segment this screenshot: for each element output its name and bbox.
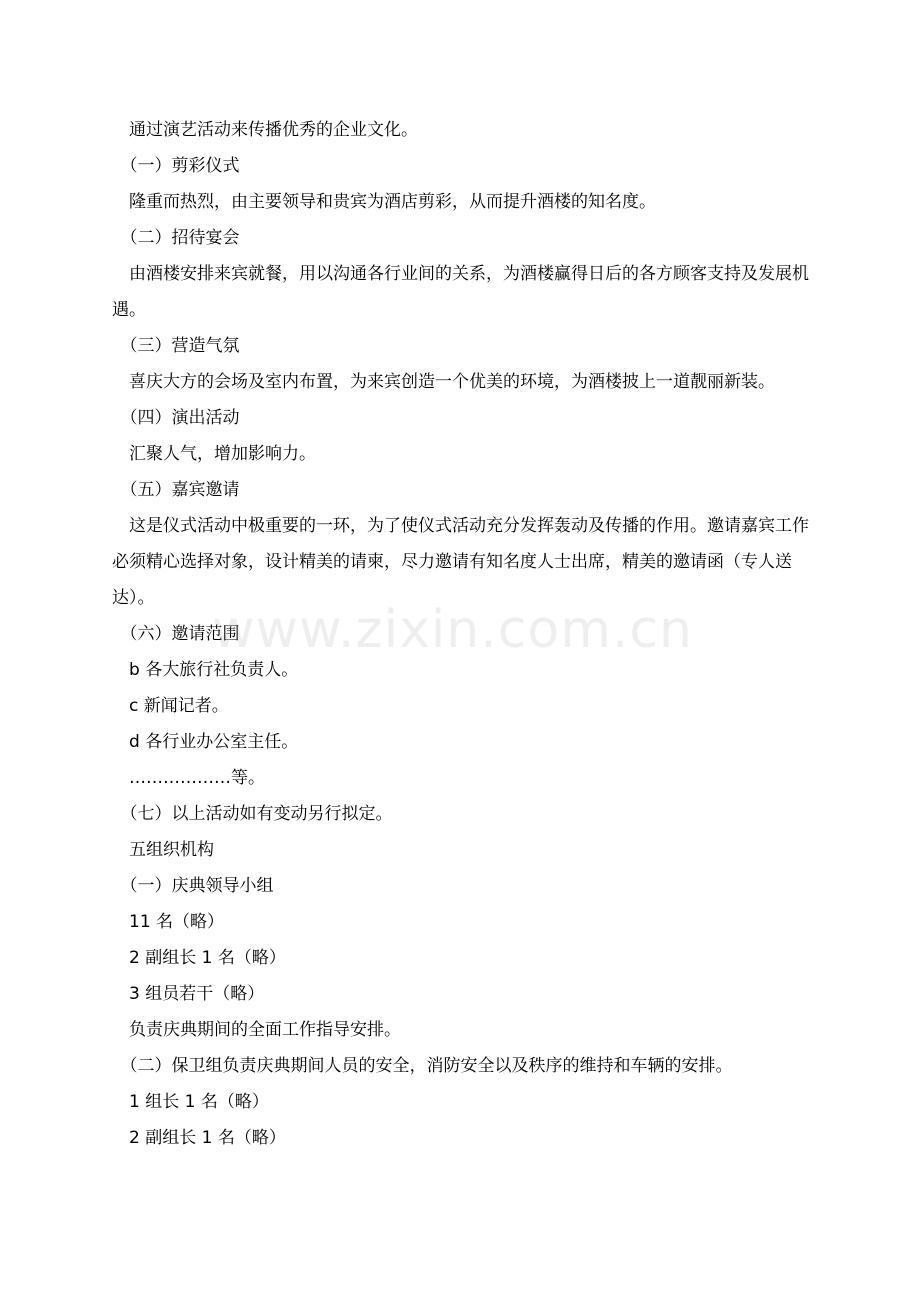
list-item-travel-agencies: b 各大旅行社负责人。: [112, 660, 299, 680]
paragraph-banquet: 由酒楼安排来宾就餐，用以沟通各行业间的关系，为酒楼赢得日后的各方顾客支持及发展机遇。: [112, 264, 809, 320]
paragraph-atmosphere: 喜庆大方的会场及室内布置，为来宾创造一个优美的环境，为酒楼披上一道靓丽新装。: [112, 372, 775, 392]
heading-banquet: （二）招待宴会: [112, 228, 240, 248]
paragraph-guest-invitation: 这是仪式活动中极重要的一环，为了使仪式活动充分发挥轰动及传播的作用。邀请嘉宾工作必须精心选择对象，设计精美的请柬，尽力邀请有知名度人士出席，精美的邀请函（专人送达）。: [112, 516, 809, 608]
list-item-leader: 11 名（略）: [112, 912, 225, 932]
heading-security-group: （二）保卫组负责庆典期间人员的安全，消防安全以及秩序的维持和车辆的安排。: [112, 1056, 733, 1076]
paragraph-culture: 通过演艺活动来传播优秀的企业文化。: [112, 120, 418, 140]
list-item-members: 3 组员若干（略）: [112, 984, 265, 1004]
list-item-security-leader: 1 组长 1 名（略）: [112, 1092, 269, 1112]
heading-atmosphere: （三）营造气氛: [112, 336, 240, 356]
document-body: [112, 112, 812, 1156]
list-item-etc: ………………等。: [112, 768, 265, 788]
paragraph-performance: 汇聚人气，增加影响力。: [112, 444, 316, 464]
heading-performance: （四）演出活动: [112, 408, 240, 428]
heading-invitation-scope: （六）邀请范围: [112, 624, 240, 644]
heading-guest-invitation: （五）嘉宾邀请: [112, 480, 240, 500]
heading-organization: 五组织机构: [112, 840, 214, 860]
list-item-deputy-leader: 2 副组长 1 名（略）: [112, 948, 286, 968]
heading-changes: （七）以上活动如有变动另行拟定。: [112, 804, 393, 824]
list-item-office-directors: d 各行业办公室主任。: [112, 732, 299, 752]
paragraph-ribbon-cutting: 隆重而热烈，由主要领导和贵宾为酒店剪彩，从而提升酒楼的知名度。: [112, 192, 656, 212]
heading-ribbon-cutting: （一）剪彩仪式: [112, 156, 240, 176]
list-item-journalists: c 新闻记者。: [112, 696, 229, 716]
watermark: www.zixin.com.cn: [212, 600, 693, 660]
heading-leadership-group: （一）庆典领导小组: [112, 876, 274, 896]
list-item-security-deputy: 2 副组长 1 名（略）: [112, 1128, 286, 1148]
paragraph-leadership-duty: 负责庆典期间的全面工作指导安排。: [112, 1020, 401, 1040]
